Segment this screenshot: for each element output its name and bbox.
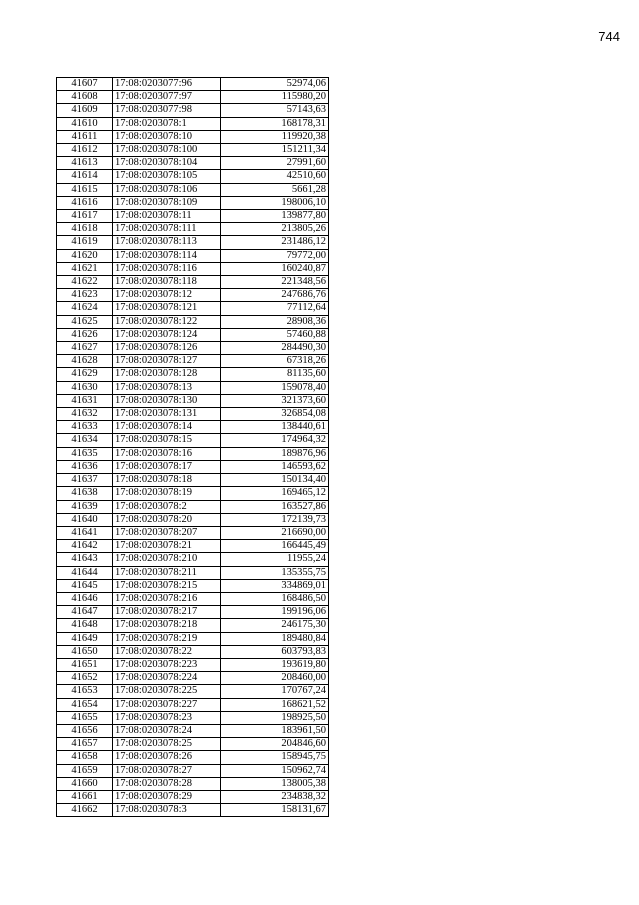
row-number-cell: 41641	[57, 526, 113, 539]
row-number-cell: 41619	[57, 236, 113, 249]
value-cell: 168178,31	[221, 117, 329, 130]
value-cell: 138440,61	[221, 421, 329, 434]
row-number-cell: 41658	[57, 751, 113, 764]
row-number-cell: 41653	[57, 685, 113, 698]
value-cell: 221348,56	[221, 276, 329, 289]
row-number-cell: 41635	[57, 447, 113, 460]
cadastral-number-cell: 17:08:0203078:18	[113, 474, 221, 487]
row-number-cell: 41655	[57, 711, 113, 724]
cadastral-number-cell: 17:08:0203078:24	[113, 724, 221, 737]
row-number-cell: 41631	[57, 394, 113, 407]
value-cell: 150962,74	[221, 764, 329, 777]
row-number-cell: 41618	[57, 223, 113, 236]
cadastral-number-cell: 17:08:0203078:11	[113, 210, 221, 223]
value-cell: 321373,60	[221, 394, 329, 407]
cadastral-number-cell: 17:08:0203078:16	[113, 447, 221, 460]
table-row	[57, 513, 329, 526]
cadastral-number-cell: 17:08:0203078:100	[113, 144, 221, 157]
cadastral-number-cell: 17:08:0203078:217	[113, 606, 221, 619]
table-row	[57, 170, 329, 183]
table-row	[57, 355, 329, 368]
table-row	[57, 434, 329, 447]
row-number-cell: 41634	[57, 434, 113, 447]
cadastral-number-cell: 17:08:0203078:106	[113, 183, 221, 196]
table-row	[57, 632, 329, 645]
row-number-cell: 41611	[57, 130, 113, 143]
cadastral-number-cell: 17:08:0203077:98	[113, 104, 221, 117]
value-cell: 5661,28	[221, 183, 329, 196]
table-row	[57, 117, 329, 130]
cadastral-number-cell: 17:08:0203078:3	[113, 804, 221, 817]
table-row	[57, 447, 329, 460]
cadastral-number-cell: 17:08:0203078:12	[113, 289, 221, 302]
row-number-cell: 41654	[57, 698, 113, 711]
table-row	[57, 790, 329, 803]
cadastral-number-cell: 17:08:0203078:104	[113, 157, 221, 170]
table-row	[57, 408, 329, 421]
value-cell: 163527,86	[221, 500, 329, 513]
cadastral-number-cell: 17:08:0203078:20	[113, 513, 221, 526]
value-cell: 168621,52	[221, 698, 329, 711]
cadastral-number-cell: 17:08:0203078:227	[113, 698, 221, 711]
cadastral-number-cell: 17:08:0203078:210	[113, 553, 221, 566]
value-cell: 208460,00	[221, 672, 329, 685]
value-cell: 198925,50	[221, 711, 329, 724]
value-cell: 326854,08	[221, 408, 329, 421]
cadastral-number-cell: 17:08:0203078:105	[113, 170, 221, 183]
row-number-cell: 41646	[57, 592, 113, 605]
cadastral-number-cell: 17:08:0203078:116	[113, 262, 221, 275]
cadastral-number-cell: 17:08:0203078:225	[113, 685, 221, 698]
cadastral-number-cell: 17:08:0203078:10	[113, 130, 221, 143]
value-cell: 216690,00	[221, 526, 329, 539]
table-row	[57, 262, 329, 275]
row-number-cell: 41644	[57, 566, 113, 579]
table-row	[57, 619, 329, 632]
table-body	[57, 78, 329, 817]
table-row	[57, 460, 329, 473]
cadastral-number-cell: 17:08:0203078:127	[113, 355, 221, 368]
row-number-cell: 41640	[57, 513, 113, 526]
row-number-cell: 41659	[57, 764, 113, 777]
cadastral-number-cell: 17:08:0203078:223	[113, 658, 221, 671]
table-row	[57, 104, 329, 117]
value-cell: 158131,67	[221, 804, 329, 817]
cadastral-number-cell: 17:08:0203078:28	[113, 777, 221, 790]
row-number-cell: 41614	[57, 170, 113, 183]
table-row	[57, 183, 329, 196]
value-cell: 67318,26	[221, 355, 329, 368]
value-cell: 246175,30	[221, 619, 329, 632]
value-cell: 170767,24	[221, 685, 329, 698]
cadastral-number-cell: 17:08:0203078:109	[113, 196, 221, 209]
value-cell: 139877,80	[221, 210, 329, 223]
cadastral-number-cell: 17:08:0203078:114	[113, 249, 221, 262]
value-cell: 169465,12	[221, 487, 329, 500]
cadastral-number-cell: 17:08:0203078:224	[113, 672, 221, 685]
row-number-cell: 41608	[57, 91, 113, 104]
row-number-cell: 41662	[57, 804, 113, 817]
row-number-cell: 41638	[57, 487, 113, 500]
table-row	[57, 764, 329, 777]
row-number-cell: 41639	[57, 500, 113, 513]
value-cell: 231486,12	[221, 236, 329, 249]
cadastral-number-cell: 17:08:0203078:218	[113, 619, 221, 632]
value-cell: 189480,84	[221, 632, 329, 645]
cadastral-number-cell: 17:08:0203078:124	[113, 328, 221, 341]
row-number-cell: 41622	[57, 276, 113, 289]
cadastral-number-cell: 17:08:0203078:25	[113, 738, 221, 751]
value-cell: 151211,34	[221, 144, 329, 157]
table-row	[57, 592, 329, 605]
row-number-cell: 41613	[57, 157, 113, 170]
value-cell: 174964,32	[221, 434, 329, 447]
row-number-cell: 41615	[57, 183, 113, 196]
table-row	[57, 553, 329, 566]
value-cell: 119920,38	[221, 130, 329, 143]
table-row	[57, 302, 329, 315]
row-number-cell: 41617	[57, 210, 113, 223]
row-number-cell: 41648	[57, 619, 113, 632]
value-cell: 189876,96	[221, 447, 329, 460]
value-cell: 168486,50	[221, 592, 329, 605]
value-cell: 160240,87	[221, 262, 329, 275]
value-cell: 79772,00	[221, 249, 329, 262]
table-row	[57, 91, 329, 104]
table-row	[57, 394, 329, 407]
value-cell: 166445,49	[221, 540, 329, 553]
table-row	[57, 645, 329, 658]
table-row	[57, 540, 329, 553]
cadastral-number-cell: 17:08:0203078:215	[113, 579, 221, 592]
table-row	[57, 236, 329, 249]
row-number-cell: 41607	[57, 78, 113, 91]
value-cell: 57143,63	[221, 104, 329, 117]
cadastral-number-cell: 17:08:0203078:13	[113, 381, 221, 394]
value-cell: 334869,01	[221, 579, 329, 592]
table-row	[57, 777, 329, 790]
table-row	[57, 606, 329, 619]
cadastral-number-cell: 17:08:0203078:26	[113, 751, 221, 764]
row-number-cell: 41629	[57, 368, 113, 381]
row-number-cell: 41637	[57, 474, 113, 487]
value-cell: 27991,60	[221, 157, 329, 170]
cadastral-number-cell: 17:08:0203078:15	[113, 434, 221, 447]
row-number-cell: 41645	[57, 579, 113, 592]
table-row	[57, 487, 329, 500]
table-row	[57, 658, 329, 671]
value-cell: 150134,40	[221, 474, 329, 487]
table-row	[57, 328, 329, 341]
row-number-cell: 41633	[57, 421, 113, 434]
cadastral-number-cell: 17:08:0203078:131	[113, 408, 221, 421]
cadastral-number-cell: 17:08:0203078:22	[113, 645, 221, 658]
cadastral-number-cell: 17:08:0203078:216	[113, 592, 221, 605]
value-cell: 172139,73	[221, 513, 329, 526]
value-cell: 28908,36	[221, 315, 329, 328]
table-row	[57, 474, 329, 487]
value-cell: 81135,60	[221, 368, 329, 381]
table-row	[57, 289, 329, 302]
cadastral-number-cell: 17:08:0203078:121	[113, 302, 221, 315]
value-cell: 77112,64	[221, 302, 329, 315]
data-table	[56, 77, 329, 817]
value-cell: 146593,62	[221, 460, 329, 473]
value-cell: 159078,40	[221, 381, 329, 394]
cadastral-number-cell: 17:08:0203078:113	[113, 236, 221, 249]
cadastral-number-cell: 17:08:0203078:211	[113, 566, 221, 579]
row-number-cell: 41632	[57, 408, 113, 421]
table-row	[57, 672, 329, 685]
cadastral-number-cell: 17:08:0203078:219	[113, 632, 221, 645]
row-number-cell: 41609	[57, 104, 113, 117]
cadastral-number-cell: 17:08:0203078:207	[113, 526, 221, 539]
table-row	[57, 381, 329, 394]
value-cell: 234838,32	[221, 790, 329, 803]
row-number-cell: 41642	[57, 540, 113, 553]
row-number-cell: 41652	[57, 672, 113, 685]
table-row	[57, 751, 329, 764]
row-number-cell: 41625	[57, 315, 113, 328]
row-number-cell: 41616	[57, 196, 113, 209]
value-cell: 199196,06	[221, 606, 329, 619]
value-cell: 138005,38	[221, 777, 329, 790]
row-number-cell: 41661	[57, 790, 113, 803]
cadastral-number-cell: 17:08:0203078:14	[113, 421, 221, 434]
value-cell: 204846,60	[221, 738, 329, 751]
row-number-cell: 41630	[57, 381, 113, 394]
cadastral-number-cell: 17:08:0203078:128	[113, 368, 221, 381]
row-number-cell: 41626	[57, 328, 113, 341]
cadastral-number-cell: 17:08:0203078:17	[113, 460, 221, 473]
table-row	[57, 566, 329, 579]
row-number-cell: 41610	[57, 117, 113, 130]
value-cell: 11955,24	[221, 553, 329, 566]
row-number-cell: 41620	[57, 249, 113, 262]
cadastral-number-cell: 17:08:0203078:118	[113, 276, 221, 289]
cadastral-number-cell: 17:08:0203078:27	[113, 764, 221, 777]
row-number-cell: 41627	[57, 342, 113, 355]
table-row	[57, 685, 329, 698]
row-number-cell: 41660	[57, 777, 113, 790]
row-number-cell: 41650	[57, 645, 113, 658]
row-number-cell: 41649	[57, 632, 113, 645]
value-cell: 247686,76	[221, 289, 329, 302]
value-cell: 57460,88	[221, 328, 329, 341]
table-row	[57, 698, 329, 711]
cadastral-number-cell: 17:08:0203078:1	[113, 117, 221, 130]
table-row	[57, 368, 329, 381]
table-row	[57, 315, 329, 328]
value-cell: 158945,75	[221, 751, 329, 764]
value-cell: 603793,83	[221, 645, 329, 658]
value-cell: 135355,75	[221, 566, 329, 579]
table-row	[57, 157, 329, 170]
table-row	[57, 276, 329, 289]
row-number-cell: 41657	[57, 738, 113, 751]
cadastral-number-cell: 17:08:0203078:130	[113, 394, 221, 407]
page-number: 744	[598, 29, 620, 44]
row-number-cell: 41624	[57, 302, 113, 315]
row-number-cell: 41643	[57, 553, 113, 566]
table-row	[57, 249, 329, 262]
table-row	[57, 210, 329, 223]
row-number-cell: 41628	[57, 355, 113, 368]
value-cell: 213805,26	[221, 223, 329, 236]
cadastral-number-cell: 17:08:0203078:23	[113, 711, 221, 724]
table-row	[57, 579, 329, 592]
value-cell: 193619,80	[221, 658, 329, 671]
cadastral-number-cell: 17:08:0203078:21	[113, 540, 221, 553]
table-row	[57, 500, 329, 513]
table-row	[57, 526, 329, 539]
row-number-cell: 41651	[57, 658, 113, 671]
row-number-cell: 41656	[57, 724, 113, 737]
value-cell: 284490,30	[221, 342, 329, 355]
row-number-cell: 41636	[57, 460, 113, 473]
cadastral-number-cell: 17:08:0203078:126	[113, 342, 221, 355]
table-row	[57, 711, 329, 724]
table-row	[57, 78, 329, 91]
table-row	[57, 196, 329, 209]
row-number-cell: 41621	[57, 262, 113, 275]
value-cell: 115980,20	[221, 91, 329, 104]
table-row	[57, 724, 329, 737]
cadastral-number-cell: 17:08:0203078:2	[113, 500, 221, 513]
value-cell: 52974,06	[221, 78, 329, 91]
value-cell: 183961,50	[221, 724, 329, 737]
table-row	[57, 144, 329, 157]
table-row	[57, 738, 329, 751]
cadastral-number-cell: 17:08:0203078:29	[113, 790, 221, 803]
table-row	[57, 804, 329, 817]
table-row	[57, 421, 329, 434]
row-number-cell: 41647	[57, 606, 113, 619]
table-row	[57, 342, 329, 355]
value-cell: 42510,60	[221, 170, 329, 183]
cadastral-number-cell: 17:08:0203078:19	[113, 487, 221, 500]
cadastral-number-cell: 17:08:0203077:97	[113, 91, 221, 104]
cadastral-number-cell: 17:08:0203078:122	[113, 315, 221, 328]
table-row	[57, 130, 329, 143]
row-number-cell: 41612	[57, 144, 113, 157]
cadastral-number-cell: 17:08:0203078:111	[113, 223, 221, 236]
value-cell: 198006,10	[221, 196, 329, 209]
row-number-cell: 41623	[57, 289, 113, 302]
table-row	[57, 223, 329, 236]
cadastral-number-cell: 17:08:0203077:96	[113, 78, 221, 91]
